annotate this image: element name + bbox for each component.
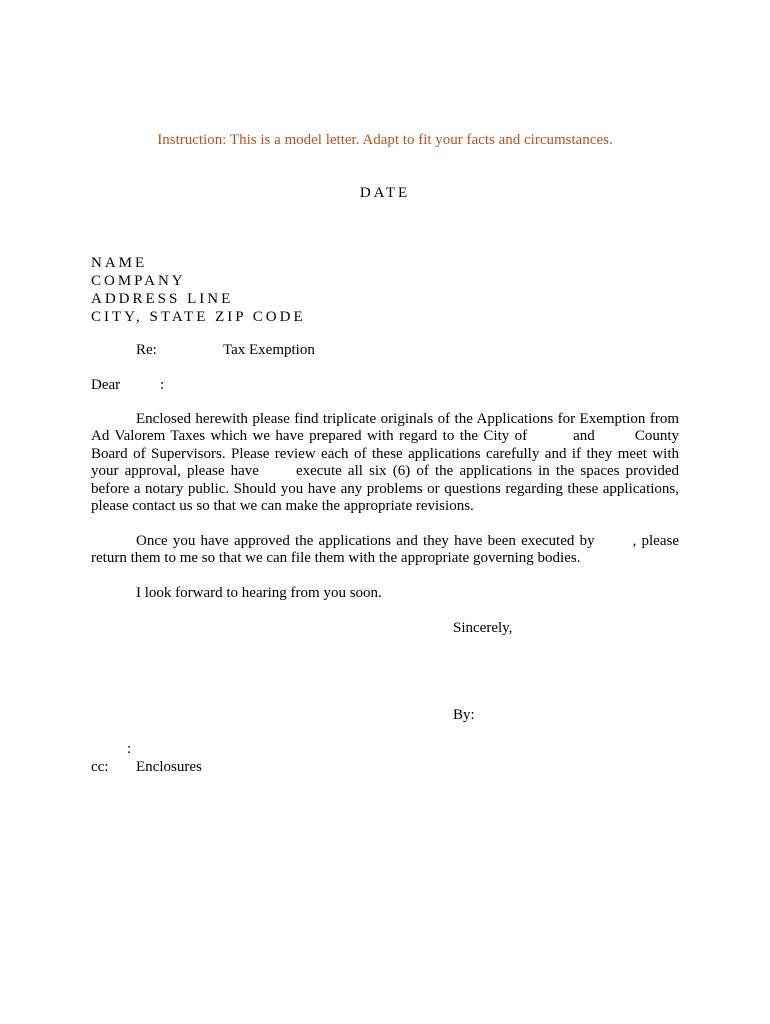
signature-by: By: xyxy=(453,707,475,723)
recipient-address-line: ADDRESS LINE xyxy=(91,291,234,307)
cc-label: cc: xyxy=(91,759,109,775)
paragraph-1-part-d: execute all six (6) of the applications in the spaces provided before a notary public. Should you have any problems or questions regarding these applications, please contact us so that we can make the appropriate revisions. xyxy=(91,463,679,515)
paragraph-2-part-a: Once you have approved the applications and they have been executed by xyxy=(136,533,595,549)
re-label: Re: xyxy=(136,342,157,358)
recipient-city-state-zip: CITY, STATE ZIP CODE xyxy=(91,309,306,325)
paragraph-1-part-b: and xyxy=(573,428,595,445)
date-placeholder: DATE xyxy=(359,185,411,201)
body-paragraph-3: I look forward to hearing from you soon. xyxy=(136,585,382,601)
salutation-dear: Dear xyxy=(91,377,121,393)
closing-sincerely: Sincerely, xyxy=(453,620,513,636)
recipient-name: NAME xyxy=(91,255,148,271)
cc-enclosures: Enclosures xyxy=(136,759,202,775)
recipient-company: COMPANY xyxy=(91,273,186,289)
body-paragraph-2 xyxy=(91,533,679,568)
footer-colon: : xyxy=(127,741,132,757)
re-subject: Tax Exemption xyxy=(223,342,315,358)
paragraph-2-part-b: , please return them to me so that we can file them with the appropriate governing bodies. xyxy=(91,533,679,567)
paragraph-1-part-a: Enclosed herewith please find triplicate originals of the Applications for Exemption from Ad Valorem Taxes which we have prepared with regard to the City of xyxy=(91,411,679,445)
body-paragraph-1 xyxy=(91,411,679,515)
salutation-colon: : xyxy=(160,377,165,393)
paragraph-1-part-c: County Board of Supervisors. Please review each of these applications carefully and if they meet with your approval, please have xyxy=(91,428,679,480)
instruction-note: Instruction: This is a model letter. Adapt to fit your facts and circumstances. xyxy=(157,132,613,148)
